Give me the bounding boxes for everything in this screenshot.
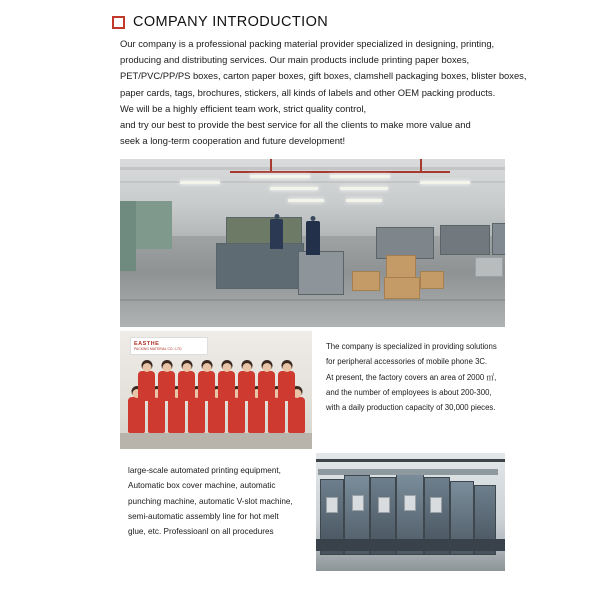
team-member	[258, 371, 275, 401]
carton-box	[386, 255, 416, 279]
ceiling-rail	[316, 459, 505, 462]
equipment-text-card	[120, 453, 312, 571]
equipment-line: large-scale automated printing equipment,	[128, 466, 281, 476]
ceiling-light	[340, 187, 388, 190]
page-title-text: COMPANY INTRODUCTION	[133, 14, 329, 30]
equipment-line: punching machine, automatic V-slot machine,	[128, 496, 293, 506]
team-member	[218, 371, 235, 401]
intro-line: PET/PVC/PP/PS boxes, carton paper boxes, gift boxes, clamshell packaging boxes, blister boxes,	[120, 70, 527, 82]
machine	[440, 225, 490, 255]
ceiling-light	[346, 199, 382, 202]
ceiling-light	[330, 175, 390, 178]
solutions-line: for peripheral accessories of mobile phone 3C.	[326, 357, 488, 367]
team-member	[198, 371, 215, 401]
intro-line: seek a long-term cooperation and future development!	[120, 135, 346, 147]
intro-line: Our company is a professional packing material provider specialized in designing, printing,	[120, 38, 495, 49]
intro-paragraph	[120, 36, 527, 149]
row-team-and-solutions	[120, 331, 505, 449]
ceiling-pipe	[230, 171, 450, 173]
carton-box	[420, 271, 444, 289]
machine	[298, 251, 344, 295]
machines-floor	[316, 553, 505, 571]
team-member	[268, 397, 285, 433]
company-banner	[130, 337, 208, 355]
intro-line: We will be a highly efficient team work, strict quality control,	[120, 102, 367, 114]
intro-line: producing and distributing services. Our main products include printing paper boxes,	[120, 54, 470, 66]
banner-subtitle: PACKING MATERIAL CO., LTD	[134, 347, 182, 352]
machine-top-rail	[318, 469, 498, 475]
team-member	[248, 397, 265, 433]
ceiling-pipe	[270, 159, 272, 173]
intro-line: paper cards, tags, brochures, stickers, all kinds of labels and other OEM packing products.	[120, 86, 496, 98]
team-floor	[120, 433, 312, 449]
control-panel	[404, 495, 416, 511]
team-member	[288, 397, 305, 433]
ceiling-light	[250, 175, 310, 178]
carton-box	[352, 271, 380, 291]
pallet	[475, 257, 503, 277]
machines-photo	[316, 453, 505, 571]
banner-title: EASTHE	[134, 341, 160, 348]
solutions-line: with a daily production capacity of 30,000 pieces.	[326, 403, 496, 413]
side-wall	[120, 201, 136, 271]
machine	[216, 243, 304, 289]
team-member	[168, 397, 185, 433]
team-member	[228, 397, 245, 433]
control-panel	[326, 497, 338, 513]
equipment-line: semi-automatic assembly line for hot melt	[128, 511, 279, 521]
solutions-text-card	[316, 331, 505, 449]
team-member	[128, 397, 145, 433]
page-title	[112, 14, 584, 30]
team-photo	[120, 331, 312, 449]
media-stack	[120, 159, 505, 571]
floor-seam	[120, 299, 505, 301]
team-member	[188, 397, 205, 433]
team-member	[208, 397, 225, 433]
ceiling-pipe	[420, 159, 422, 173]
ceiling-light	[180, 181, 220, 184]
solutions-line: The company is specialized in providing solutions	[326, 342, 497, 352]
worker	[270, 219, 283, 249]
team-member	[278, 371, 295, 401]
solutions-line: and the number of employees is about 200-300,	[326, 387, 492, 397]
control-panel	[378, 497, 390, 513]
machine	[492, 223, 505, 255]
team-member	[158, 371, 175, 401]
intro-line: and try our best to provide the best service for all the clients to make more value and	[120, 118, 471, 130]
worker	[306, 221, 320, 255]
equipment-line: Automatic box cover machine, automatic	[128, 481, 276, 491]
ceiling-light	[270, 187, 318, 190]
machine-base	[316, 539, 505, 551]
title-marker-icon	[112, 16, 125, 29]
team-member	[178, 371, 195, 401]
solutions-line: At present, the factory covers an area of 2000 ㎡,	[326, 372, 497, 382]
control-panel	[352, 495, 364, 511]
team-member	[138, 371, 155, 401]
team-member	[148, 397, 165, 433]
factory-floor-photo	[120, 159, 505, 327]
team-member	[238, 371, 255, 401]
ceiling-beam	[120, 167, 505, 170]
row-equipment-and-machines	[120, 453, 505, 571]
ceiling-light	[288, 199, 324, 202]
control-panel	[430, 497, 442, 513]
carton-box	[384, 277, 420, 299]
ceiling-light	[420, 181, 470, 184]
equipment-line: glue, etc. Professioanl on all procedures	[128, 526, 274, 536]
